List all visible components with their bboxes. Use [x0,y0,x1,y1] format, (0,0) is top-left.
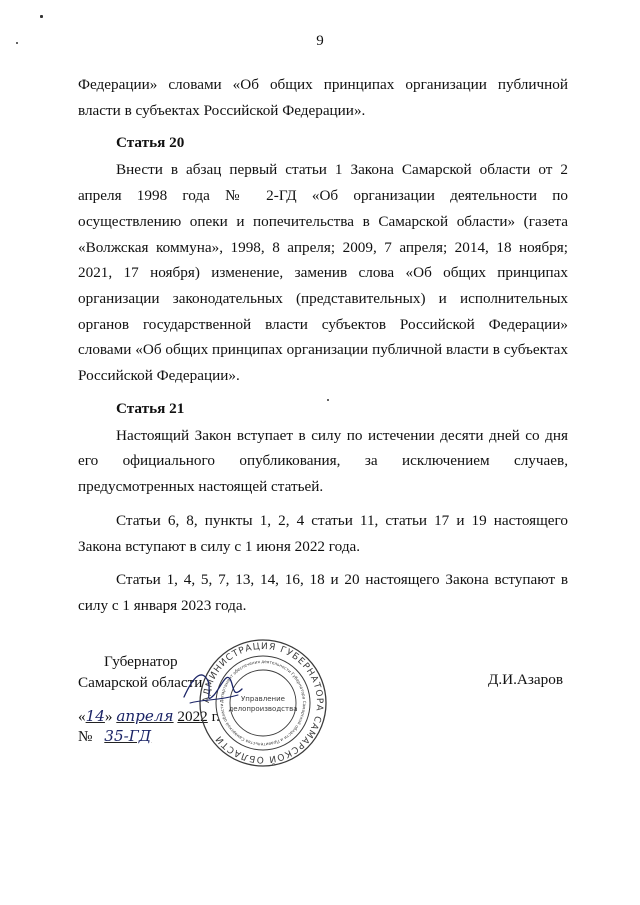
law-number-value: 35-ГД [104,727,152,745]
paragraph-article-20: Внести в абзац первый статьи 1 Закона Самарской области от 2 апреля 1998 года № 2-ГД «Об организации деятельности по осуществлению опеки и попечительства в Самарской области» (газета «Волжская коммуна», 1998, 8 апреля; 2009, 7 апреля; 2014, 18 ноября; 2021, 17 ноября) изменение, заменив слова «Об общих принципах организации законодательных (представительных) и исполнительных органов государственной власти субъектов Российской Федерации» словами «Об общих принципах организации публичной власти в субъектах Российской Федерации». [78,161,568,385]
paragraph-article-21-part-3: Статьи 1, 4, 5, 7, 13, 14, 16, 18 и 20 настоящего Закона вступают в силу с 1 января 2023 года. [78,571,568,614]
paragraph-article-21-part-1: Настоящий Закон вступает в силу по истечении десяти дней со дня его официального опубликования, за исключением случаев, предусмотренных настоящей статьей. [78,426,568,496]
date-close-quote: » [104,708,113,725]
stamp-center-line-2: делопроизводства [228,705,298,713]
handwritten-signature [180,655,250,715]
stamp-center-line-1: Управление [241,695,285,703]
page-number: 9 [316,33,324,49]
signatory-region: Самарской области [78,674,203,691]
signatory-name: Д.И.Азаров [488,671,563,688]
date-suffix: г. [211,708,220,725]
date-month: апреля [116,707,174,725]
scan-speck-mark [40,15,43,18]
law-number [78,726,151,747]
stamp-outer-ring-text: АДМИНИСТРАЦИЯ ГУБЕРНАТОРА САМАРСКОЙ ОБЛАСТИ [201,641,325,765]
paragraph-continuation: Федерации» словами «Об общих принципах организации публичной власти в субъектах Российской Федерации». [78,76,568,119]
date-year: 2022 [177,708,208,725]
signatory-title: Губернатор [104,653,178,670]
document-body [78,72,568,619]
heading-article-21: Статья 21 [116,399,185,417]
date-day: 14 [85,707,105,725]
law-number-label: № [78,728,93,745]
paragraph-article-21-part-2: Статьи 6, 8, пункты 1, 2, 4 статьи 11, статьи 17 и 19 настоящего Закона вступают в силу с 1 июня 2022 года. [78,511,568,555]
stamp-inner-ring-text: Департамент обеспечения деятельности Губернатора Самарской области и Правительства Самарской области [218,658,308,748]
heading-article-20: Статья 20 [116,134,185,152]
date-open-quote: « [78,708,86,725]
